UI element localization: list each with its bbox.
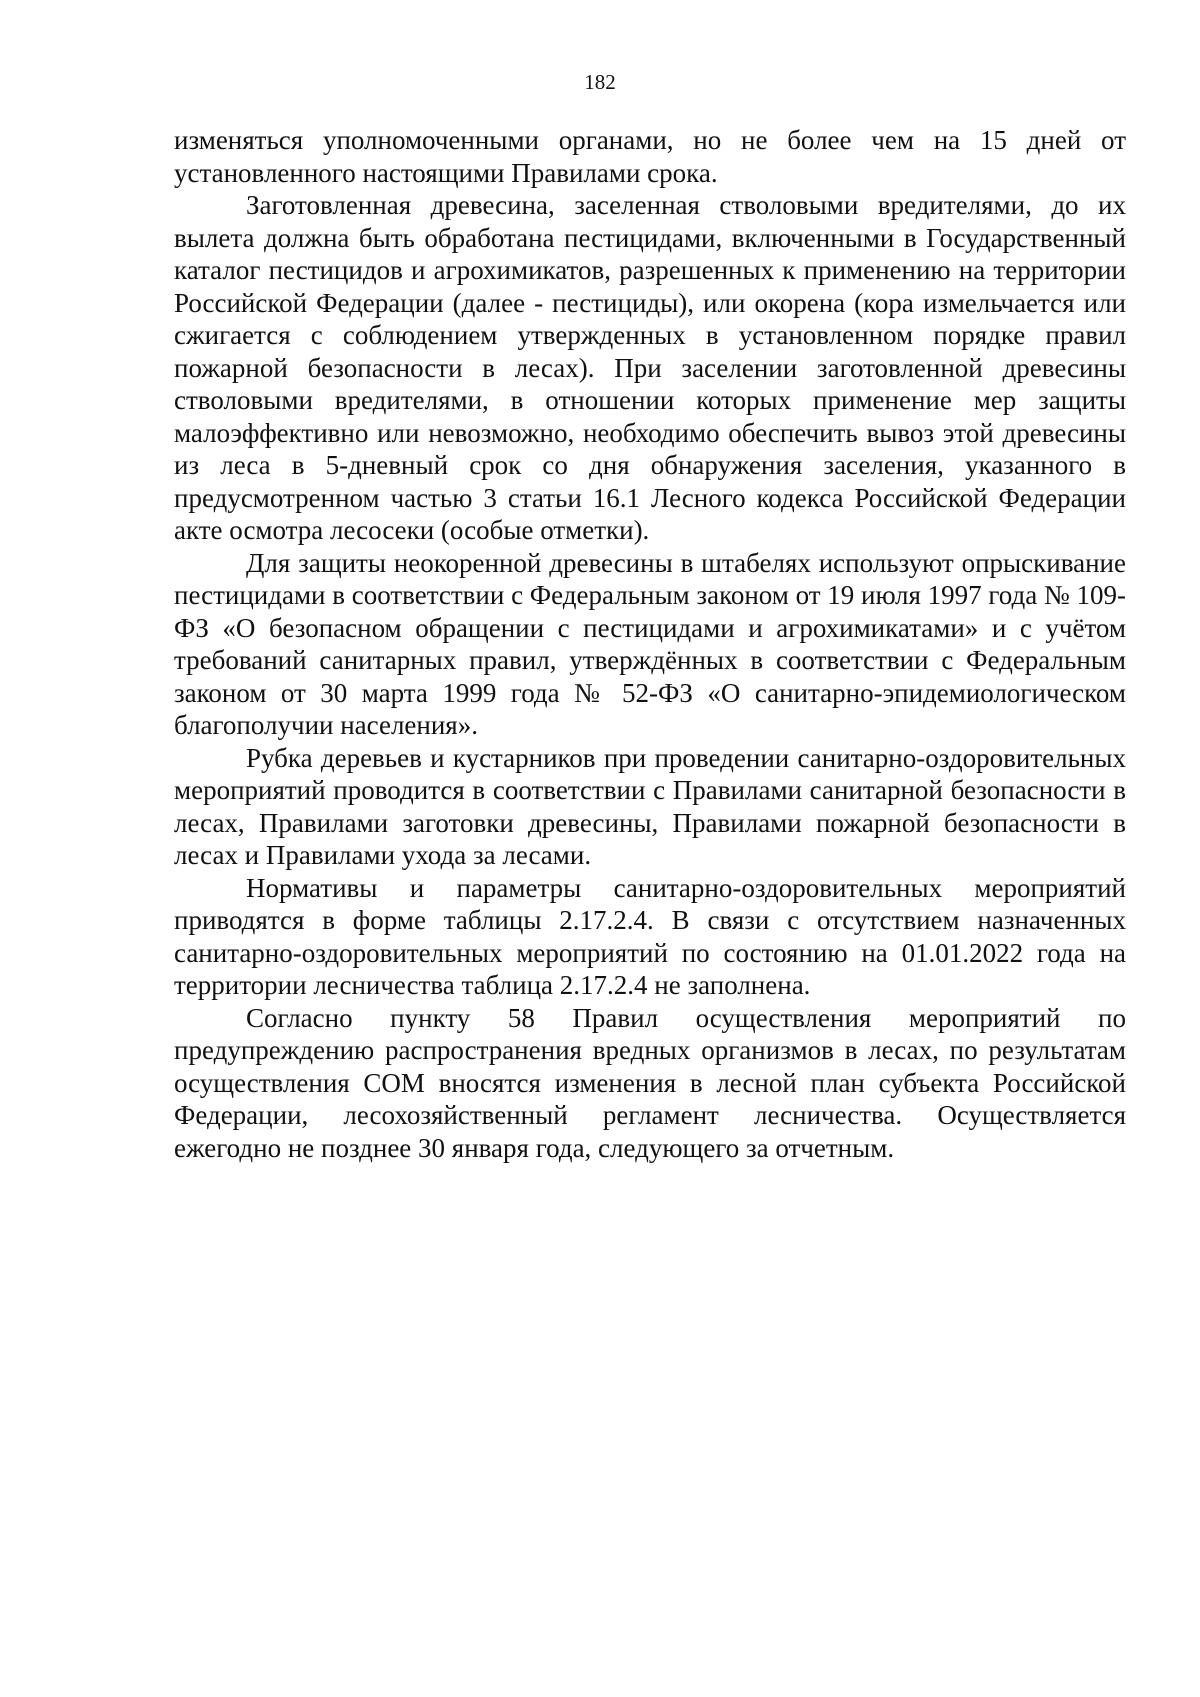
paragraph-spraying: Для защиты неокоренной древесины в штабелях используют опрыскивание пестицидами в соответствии с Федеральным законом от 19 июля 1997 года № 109-ФЗ «О безопасном обращении с пестицидами и агрохимикатами» и с учётом требований санитарных правил, утверждённых в соответствии с Федеральным законом от 30 марта 1999 года № 52-ФЗ «О санитарно-эпидемиологическом благополучии населения». [174,547,1126,740]
paragraph-felling: Рубка деревьев и кустарников при проведении санитарно-оздоровительных мероприятий проводится в соответствии с Правилами санитарной безопасности в лесах, Правилами заготовки древесины, Правилами пожарной безопасности в лесах и Правилами ухода за лесами. [174,742,1126,870]
paragraph-continuation: изменяться уполномоченными органами, но не более чем на 15 дней от установленного настоящими Правилами срока. [174,125,1126,188]
page-number: 182 [584,70,616,94]
paragraph-pest-treatment: Заготовленная древесина, заселенная стволовыми вредителями, до их вылета должна быть обработана пестицидами, включенными в Государственный каталог пестицидов и агрохимикатов, разрешенных к применению на территории Российской Федерации (далее - пестициды), или окорена (кора измельчается или сжигается с соблюдением утвержденных в установленном порядке правил пожарной безопасности в лесах). При заселении заготовленной древесины стволовыми вредителями, в отношении которых применение мер защиты малоэффективно или невозможно, необходимо обеспечить вывоз этой древесины из леса в 5-дневный срок со дня обнаружения заселения, указанного в предусмотренном частью 3 статьи 16.1 Лесного кодекса Российской Федерации акте осмотра лесосеки (особые отметки). [174,190,1126,545]
document-body [174,124,1126,1164]
paragraph-rules: Согласно пункту 58 Правил осуществления мероприятий по предупреждению распространения вредных организмов в лесах, по результатам осуществления СОМ вносятся изменения в лесной план субъекта Российской Федерации, лесохозяйственный регламент лесничества. Осуществляется ежегодно не позднее 30 января года, следующего за отчетным. [174,1002,1126,1163]
paragraph-norms: Нормативы и параметры санитарно-оздоровительных мероприятий приводятся в форме таблицы 2.17.2.4. В связи с отсутствием назначенных санитарно-оздоровительных мероприятий по состоянию на 01.01.2022 года на территории лесничества таблица 2.17.2.4 не заполнена. [174,872,1126,1000]
